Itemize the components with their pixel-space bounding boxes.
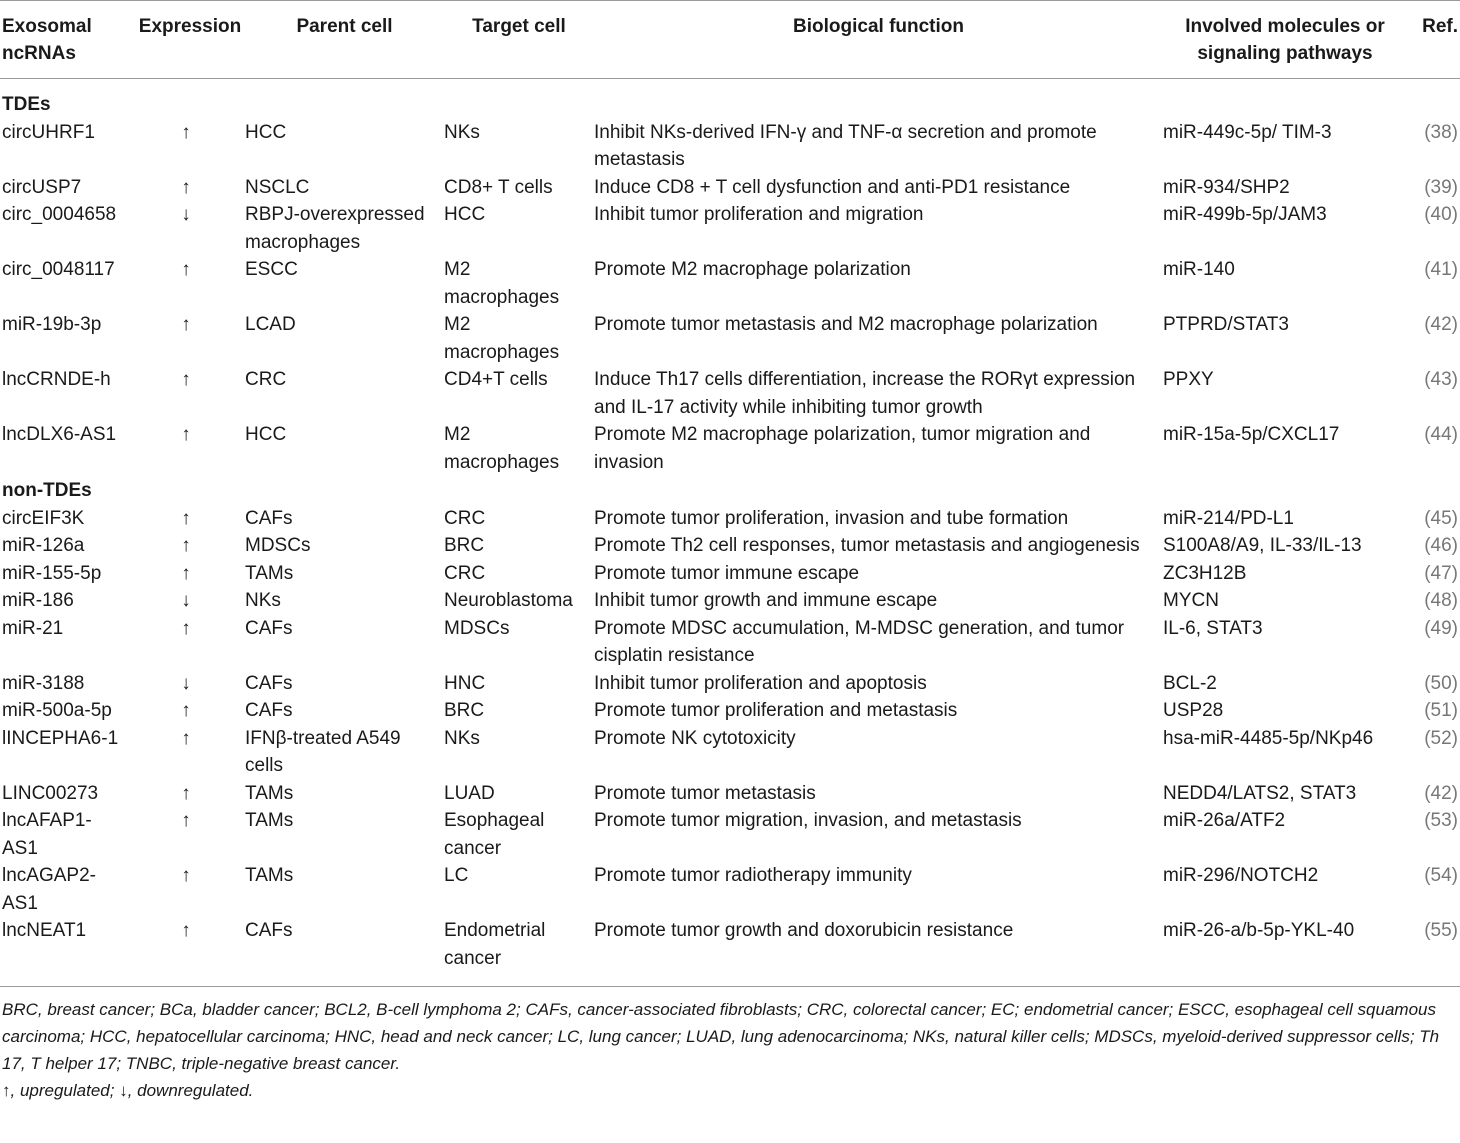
function-cell: Inhibit NKs-derived IFN-γ and TNF-α secretion and promote metastasis xyxy=(594,121,1097,170)
table-row xyxy=(0,532,1460,560)
expression-cell: ↑ xyxy=(181,121,191,143)
target-cell: CD8+ T cells xyxy=(444,176,553,198)
header-target-cell: Target cell xyxy=(472,16,566,37)
table-row xyxy=(0,615,1460,670)
function-cell: Promote tumor proliferation, invasion and tube formation xyxy=(594,507,1069,529)
target-cell: CRC xyxy=(444,562,486,584)
table-row xyxy=(0,807,1460,862)
parent-cell: CAFs xyxy=(245,920,293,941)
ncrna-cell: miR-3188 xyxy=(2,672,85,694)
ref-cell: (42) xyxy=(1424,314,1458,335)
table-row xyxy=(0,780,1460,808)
target-cell: LC xyxy=(444,865,469,886)
table-body xyxy=(0,79,1460,976)
function-cell: Promote M2 macrophage polarization xyxy=(594,259,911,280)
ncrna-cell: circUSP7 xyxy=(2,176,82,198)
table-row xyxy=(0,505,1460,533)
expression-cell: ↑ xyxy=(181,314,191,335)
expression-cell: ↓ xyxy=(181,672,191,694)
molecules-cell: miR-15a-5p/CXCL17 xyxy=(1163,424,1340,445)
expression-cell: ↑ xyxy=(181,727,191,749)
table-row xyxy=(0,421,1460,476)
expression-cell: ↑ xyxy=(181,535,191,556)
header-parent-cell: Parent cell xyxy=(296,16,393,37)
table-row xyxy=(0,174,1460,202)
ref-cell: (55) xyxy=(1424,920,1458,941)
expression-cell: ↑ xyxy=(181,369,191,390)
ncrna-cell: lncAFAP1-AS1 xyxy=(2,810,92,859)
target-cell: NKs xyxy=(444,727,480,749)
target-cell: LUAD xyxy=(444,782,495,804)
ref-cell: (41) xyxy=(1424,259,1458,280)
target-cell: Esophageal cancer xyxy=(444,810,545,859)
function-cell: Promote tumor proliferation and metastasis xyxy=(594,700,958,721)
ncrna-cell: miR-126a xyxy=(2,535,85,556)
target-cell: HCC xyxy=(444,204,486,225)
molecules-cell: PTPRD/STAT3 xyxy=(1163,314,1289,335)
expression-cell: ↑ xyxy=(181,865,191,886)
target-cell: BRC xyxy=(444,700,485,721)
ref-cell: (48) xyxy=(1424,590,1458,611)
molecules-cell: miR-499b-5p/JAM3 xyxy=(1163,204,1327,225)
section-title: non-TDEs xyxy=(2,480,92,501)
molecules-cell: MYCN xyxy=(1163,590,1219,611)
molecules-cell: IL-6, STAT3 xyxy=(1163,617,1263,639)
parent-cell: TAMs xyxy=(245,810,294,831)
target-cell: Endometrial cancer xyxy=(444,920,546,969)
ncrna-cell: lncDLX6-AS1 xyxy=(2,424,117,445)
section-header-row xyxy=(0,476,1460,505)
table-row xyxy=(0,201,1460,256)
function-cell: Promote tumor radiotherapy immunity xyxy=(594,865,912,886)
section-title: TDEs xyxy=(2,94,51,115)
function-cell: Promote tumor immune escape xyxy=(594,562,860,584)
molecules-cell: USP28 xyxy=(1163,700,1224,721)
molecules-cell: miR-26-a/b-5p-YKL-40 xyxy=(1163,920,1355,941)
ncrna-cell: lncAGAP2-AS1 xyxy=(2,865,96,914)
function-cell: Inhibit tumor proliferation and apoptosis xyxy=(594,672,927,694)
molecules-cell: miR-214/PD-L1 xyxy=(1163,507,1294,529)
table-row xyxy=(0,366,1460,421)
ref-cell: (44) xyxy=(1424,424,1458,445)
target-cell: M2 macrophages xyxy=(444,424,560,473)
molecules-cell: miR-140 xyxy=(1163,259,1235,280)
ref-cell: (45) xyxy=(1424,507,1458,529)
ncrna-cell: LINC00273 xyxy=(2,782,99,804)
function-cell: Promote tumor metastasis xyxy=(594,782,816,804)
molecules-cell: hsa-miR-4485-5p/NKp46 xyxy=(1163,727,1374,749)
header-biological-function: Biological function xyxy=(793,16,964,37)
header-exosomal-ncrnas: Exosomal ncRNAs xyxy=(2,16,92,64)
parent-cell: MDSCs xyxy=(245,535,311,556)
ref-cell: (50) xyxy=(1424,672,1458,694)
expression-cell: ↑ xyxy=(181,617,191,639)
ncrna-cell: circUHRF1 xyxy=(2,121,95,143)
function-cell: Inhibit tumor proliferation and migration xyxy=(594,204,924,225)
parent-cell: CAFs xyxy=(245,700,293,721)
parent-cell: CAFs xyxy=(245,672,293,694)
ncrna-cell: miR-21 xyxy=(2,617,64,639)
parent-cell: TAMs xyxy=(245,562,294,584)
parent-cell: LCAD xyxy=(245,314,296,335)
table-row xyxy=(0,917,1460,975)
ncrna-cell: circ_0048117 xyxy=(2,259,115,280)
target-cell: Neuroblastoma xyxy=(444,590,573,611)
ncrna-cell: circ_0004658 xyxy=(2,204,117,225)
parent-cell: IFNβ-treated A549 cells xyxy=(245,727,401,776)
expression-cell: ↑ xyxy=(181,920,191,941)
function-cell: Induce Th17 cells differentiation, increase the RORγt expression and IL-17 activity while inhibiting tumor growth xyxy=(594,369,1136,418)
target-cell: BRC xyxy=(444,535,485,556)
target-cell: CD4+T cells xyxy=(444,369,548,390)
ncrna-cell: lINCEPHA6-1 xyxy=(2,727,119,749)
ncrna-cell: circEIF3K xyxy=(2,507,85,529)
footnote-arrows: ↑, upregulated; ↓, downregulated. xyxy=(2,1081,254,1100)
section-header-row xyxy=(0,79,1460,119)
function-cell: Promote tumor growth and doxorubicin resistance xyxy=(594,920,1014,941)
expression-cell: ↑ xyxy=(181,176,191,198)
function-cell: Promote M2 macrophage polarization, tumor migration and invasion xyxy=(594,424,1091,473)
ref-cell: (47) xyxy=(1424,562,1458,584)
molecules-cell: miR-296/NOTCH2 xyxy=(1163,865,1319,886)
ref-cell: (54) xyxy=(1424,865,1458,886)
expression-cell: ↑ xyxy=(181,507,191,529)
ref-cell: (43) xyxy=(1424,369,1458,390)
table-row xyxy=(0,725,1460,780)
header-expression: Expression xyxy=(138,16,242,37)
expression-cell: ↑ xyxy=(181,424,191,445)
table-row xyxy=(0,119,1460,174)
parent-cell: ESCC xyxy=(245,259,298,280)
ncrna-cell: miR-186 xyxy=(2,590,74,611)
ref-cell: (42) xyxy=(1424,782,1458,804)
table-row xyxy=(0,256,1460,311)
parent-cell: HCC xyxy=(245,121,287,143)
expression-cell: ↓ xyxy=(181,204,191,225)
function-cell: Induce CD8 + T cell dysfunction and anti-PD1 resistance xyxy=(594,176,1071,198)
molecules-cell: PPXY xyxy=(1163,369,1214,390)
ref-cell: (40) xyxy=(1424,204,1458,225)
ref-cell: (52) xyxy=(1424,727,1458,749)
table-row xyxy=(0,697,1460,725)
ref-cell: (39) xyxy=(1424,176,1458,198)
expression-cell: ↑ xyxy=(181,810,191,831)
ncrna-cell: miR-19b-3p xyxy=(2,314,102,335)
target-cell: NKs xyxy=(444,121,480,143)
parent-cell: CAFs xyxy=(245,507,293,529)
expression-cell: ↑ xyxy=(181,782,191,804)
table-header xyxy=(0,1,1460,79)
molecules-cell: S100A8/A9, IL-33/IL-13 xyxy=(1163,535,1362,556)
header-involved-molecules: Involved molecules or signaling pathways xyxy=(1185,16,1385,64)
ncrna-cell: miR-500a-5p xyxy=(2,700,112,721)
molecules-cell: miR-934/SHP2 xyxy=(1163,176,1290,198)
ref-cell: (46) xyxy=(1424,535,1458,556)
parent-cell: CRC xyxy=(245,369,287,390)
header-ref: Ref. xyxy=(1422,16,1458,37)
parent-cell: TAMs xyxy=(245,782,294,804)
molecules-cell: miR-449c-5p/ TIM-3 xyxy=(1163,121,1332,143)
function-cell: Promote tumor metastasis and M2 macrophage polarization xyxy=(594,314,1098,335)
target-cell: MDSCs xyxy=(444,617,510,639)
expression-cell: ↑ xyxy=(181,700,191,721)
table-row xyxy=(0,587,1460,615)
target-cell: HNC xyxy=(444,672,486,694)
ref-cell: (38) xyxy=(1424,121,1458,143)
target-cell: CRC xyxy=(444,507,486,529)
ref-cell: (49) xyxy=(1424,617,1458,639)
function-cell: Promote tumor migration, invasion, and metastasis xyxy=(594,810,1022,831)
parent-cell: NSCLC xyxy=(245,176,310,198)
ncrna-cell: miR-155-5p xyxy=(2,562,102,584)
parent-cell: TAMs xyxy=(245,865,294,886)
function-cell: Inhibit tumor growth and immune escape xyxy=(594,590,938,611)
ncrna-cell: lncCRNDE-h xyxy=(2,369,111,390)
molecules-cell: miR-26a/ATF2 xyxy=(1163,810,1286,831)
table-row xyxy=(0,670,1460,698)
table-footnotes xyxy=(0,986,1460,1104)
expression-cell: ↑ xyxy=(181,259,191,280)
function-cell: Promote Th2 cell responses, tumor metastasis and angiogenesis xyxy=(594,535,1140,556)
table-row xyxy=(0,560,1460,588)
ref-cell: (51) xyxy=(1424,700,1458,721)
table-row xyxy=(0,311,1460,366)
parent-cell: RBPJ-overexpressed macrophages xyxy=(245,204,425,253)
function-cell: Promote NK cytotoxicity xyxy=(594,727,796,749)
molecules-cell: NEDD4/LATS2, STAT3 xyxy=(1163,782,1357,804)
parent-cell: CAFs xyxy=(245,617,293,639)
target-cell: M2 macrophages xyxy=(444,314,560,363)
expression-cell: ↑ xyxy=(181,562,191,584)
function-cell: Promote MDSC accumulation, M-MDSC generation, and tumor cisplatin resistance xyxy=(594,617,1125,666)
table-row xyxy=(0,862,1460,917)
ref-cell: (53) xyxy=(1424,810,1458,831)
molecules-cell: ZC3H12B xyxy=(1163,562,1247,584)
parent-cell: HCC xyxy=(245,424,287,445)
footnote-abbreviations: BRC, breast cancer; BCa, bladder cancer; BCL2, B-cell lymphoma 2; CAFs, cancer-associated fibroblasts; CRC, colorectal cancer; EC; endometrial cancer; ESCC, esophageal cell squamous carcinoma; HCC, hepatocellular carcinoma; HNC, head and neck cancer; LC, lung cancer; LUAD, lung adenocarcinoma; NKs, natural killer cells; MDSCs, myeloid-derived suppressor cells; Th 17, T helper 17; TNBC, triple-negative breast cancer. xyxy=(2,1000,1440,1073)
ncrna-cell: lncNEAT1 xyxy=(2,920,87,941)
molecules-cell: BCL-2 xyxy=(1163,672,1217,694)
target-cell: M2 macrophages xyxy=(444,259,560,308)
expression-cell: ↓ xyxy=(181,590,191,611)
parent-cell: NKs xyxy=(245,590,281,611)
